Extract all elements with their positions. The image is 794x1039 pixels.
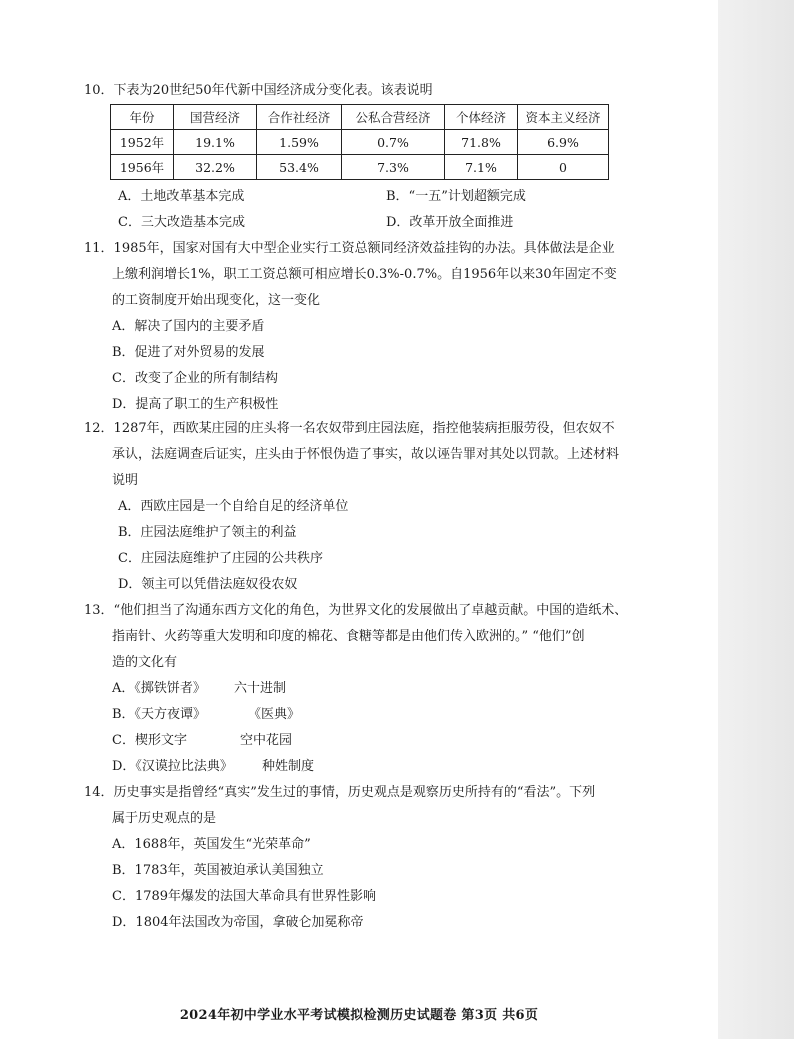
q11-stem-line: 上缴利润增长1%，职工工资总额可相应增长0.3%-0.7%。自1956年以来30年固定不变	[112, 267, 617, 282]
table-cell: 71.8%	[445, 130, 518, 155]
table-header: 合作社经济	[257, 105, 342, 130]
q14-option-a: A．1688年，英国发生“光荣革命”	[112, 837, 311, 852]
table-cell: 32.2%	[174, 155, 257, 180]
table-cell: 1956年	[111, 155, 174, 180]
q13-option-b-first: B．《天方夜谭》	[112, 707, 207, 722]
table-row	[111, 130, 609, 155]
q10-option-d: D．改革开放全面推进	[386, 215, 514, 230]
q13-stem-line: 指南针、火药等重大发明和印度的棉花、食糖等都是由他们传入欧洲的。” “他们”创	[112, 629, 585, 644]
q11-stem-line: 11．1985年，国家对国有大中型企业实行工资总额同经济效益挂钩的办法。具体做法是企业	[84, 241, 615, 256]
economy-table	[110, 104, 609, 180]
q12-option-a: A．西欧庄园是一个自给自足的经济单位	[118, 499, 349, 514]
scan-edge	[718, 0, 794, 1039]
table-header: 资本主义经济	[518, 105, 609, 130]
q10-option-a: A．土地改革基本完成	[118, 189, 245, 204]
table-header: 个体经济	[445, 105, 518, 130]
q11-option-b: B．促进了对外贸易的发展	[112, 345, 265, 360]
table-cell: 0.7%	[342, 130, 445, 155]
q14-stem-line: 属于历史观点的是	[112, 811, 217, 826]
table-cell: 7.1%	[445, 155, 518, 180]
q14-option-c: C．1789年爆发的法国大革命具有世界性影响	[112, 889, 377, 904]
q11-option-c: C．改变了企业的所有制结构	[112, 371, 278, 386]
q13-option-a-first: A．《掷铁饼者》	[112, 681, 206, 696]
table-header: 公私合营经济	[342, 105, 445, 130]
table-cell: 6.9%	[518, 130, 609, 155]
q13-option-d-first: D．《汉谟拉比法典》	[112, 759, 233, 774]
q12-stem-line: 说明	[112, 473, 139, 488]
q10-option-b: B．“一五”计划超额完成	[386, 189, 526, 204]
table-header: 年份	[111, 105, 174, 130]
q13-option-a-second: 六十进制	[234, 681, 287, 696]
table-cell: 19.1%	[174, 130, 257, 155]
table-cell: 1.59%	[257, 130, 342, 155]
table-header: 国营经济	[174, 105, 257, 130]
q12-stem-line: 承认，法庭调查后证实，庄头由于怀恨伪造了事实，故以诬告罪对其处以罚款。上述材料	[112, 447, 620, 462]
q12-option-c: C．庄园法庭维护了庄园的公共秩序	[118, 551, 323, 566]
table-cell: 53.4%	[257, 155, 342, 180]
table-row	[111, 155, 609, 180]
page-footer: 2024年初中学业水平考试模拟检测历史试题卷 第3页 共6页	[179, 1008, 539, 1023]
q13-stem-line: 造的文化有	[112, 655, 178, 670]
q12-option-d: D．领主可以凭借法庭奴役农奴	[118, 577, 298, 592]
q13-option-d-second: 种姓制度	[262, 759, 315, 774]
q10-stem: 10．下表为20世纪50年代新中国经济成分变化表。该表说明	[84, 83, 433, 98]
q12-stem-line: 12．1287年，西欧某庄园的庄头将一名农奴带到庄园法庭，指控他装病拒服劳役，但农奴不	[84, 421, 615, 436]
q11-option-a: A．解决了国内的主要矛盾	[112, 319, 265, 334]
q13-option-c-second: 空中花园	[240, 733, 293, 748]
table-cell: 7.3%	[342, 155, 445, 180]
q13-stem-line: 13．“他们担当了沟通东西方文化的角色，为世界文化的发展做出了卓越贡献。中国的造纸术、	[84, 603, 628, 618]
q14-stem-line: 14．历史事实是指曾经“真实”发生过的事情，历史观点是观察历史所持有的“看法”。下列	[84, 785, 596, 800]
q11-option-d: D．提高了职工的生产积极性	[112, 397, 279, 412]
q12-option-b: B．庄园法庭维护了领主的利益	[118, 525, 297, 540]
q14-option-b: B．1783年，英国被迫承认美国独立	[112, 863, 324, 878]
q10-option-c: C．三大改造基本完成	[118, 215, 245, 230]
q13-option-b-second: 《医典》	[248, 707, 301, 722]
table-header-row	[111, 105, 609, 130]
table-cell: 1952年	[111, 130, 174, 155]
q13-option-c-first: C．楔形文字	[112, 733, 187, 748]
q14-option-d: D．1804年法国改为帝国，拿破仑加冕称帝	[112, 915, 364, 930]
q11-stem-line: 的工资制度开始出现变化，这一变化	[112, 293, 321, 308]
table-cell: 0	[518, 155, 609, 180]
